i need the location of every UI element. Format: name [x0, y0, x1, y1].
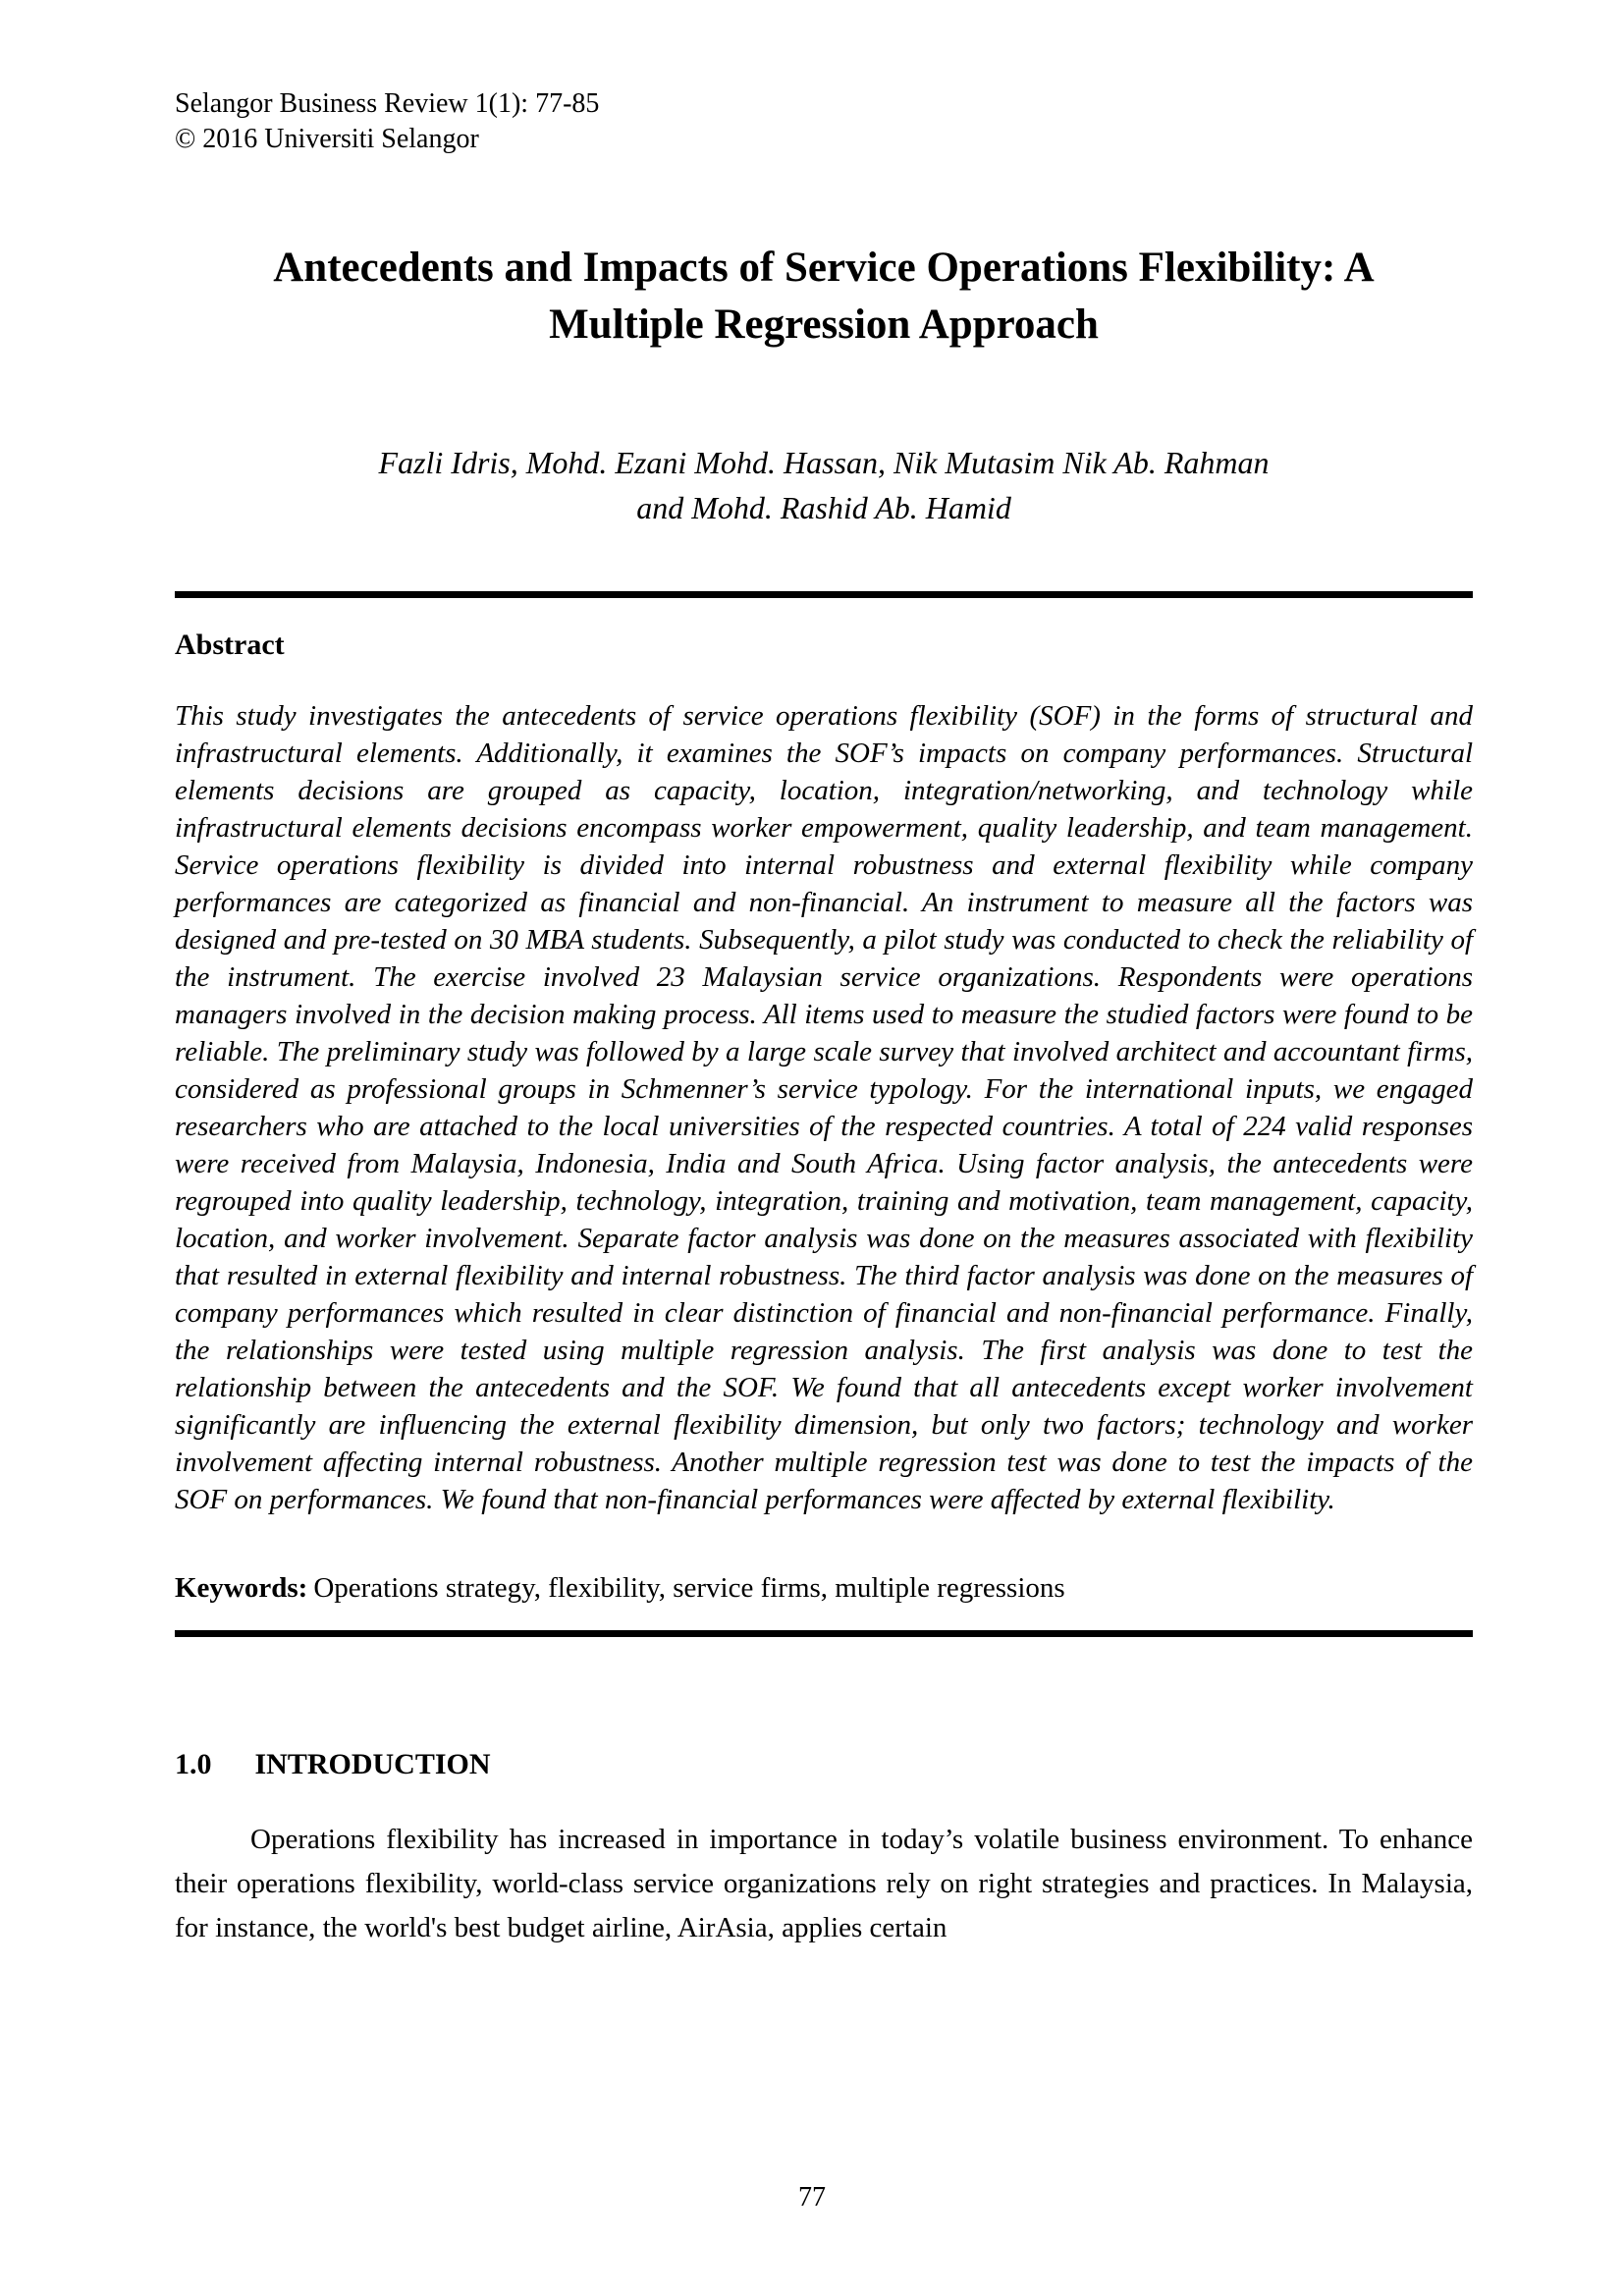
section-title: INTRODUCTION [254, 1748, 491, 1780]
divider-rule-bottom [175, 1630, 1473, 1637]
paper-title-line-1: Antecedents and Impacts of Service Operations Flexibility: A [273, 245, 1375, 291]
divider-rule-top [175, 591, 1473, 598]
section-heading-introduction [175, 1745, 1473, 1784]
abstract-heading: Abstract [175, 629, 285, 661]
author-line-2: and Mohd. Rashid Ab. Hamid [636, 490, 1011, 525]
paper-title-line-2: Multiple Regression Approach [549, 301, 1099, 348]
introduction-paragraph: Operations flexibility has increased in importance in today’s volatile business environment. To enhance their operations flexibility, world-class service organizations rely on right strategies and practices. In Malaysia, for instance, the world's best budget airline, AirAsia, applies certain [175, 1824, 1473, 1943]
copyright-line: © 2016 Universiti Selangor [175, 124, 479, 154]
keywords-text: Operations strategy, flexibility, service firms, multiple regressions [313, 1572, 1065, 1604]
keywords-label: Keywords: [175, 1572, 308, 1604]
page-number: 77 [798, 2182, 826, 2213]
author-line-1: Fazli Idris, Mohd. Ezani Mohd. Hassan, Nik Mutasim Nik Ab. Rahman [378, 445, 1270, 480]
author-list [175, 440, 1473, 530]
journal-citation-line: Selangor Business Review 1(1): 77-85 [175, 88, 600, 119]
paper-title [175, 240, 1473, 354]
section-number: 1.0 [175, 1748, 212, 1780]
keywords-line [175, 1569, 1473, 1607]
journal-header [175, 86, 1473, 157]
abstract-body: This study investigates the antecedents of service operations flexibility (SOF) in the forms of structural and infrastructural elements. Additionally, it examines the SOF’s impacts on company performances. Structural elements decisions are grouped as capacity, location, integration/networking, and technology while infrastructural elements decisions encompass worker empowerment, quality leadership, and team management. Service operations flexibility is divided into internal robustness and external flexibility while company performances are categorized as financial and non-financial. An instrument to measure all the factors was designed and pre-tested on 30 MBA students. Subsequently, a pilot study was conducted to check the reliability of the instrument. The exercise involved 23 Malaysian service organizations. Respondents were operations managers involved in the decision making process. All items used to measure the studied factors were found to be reliable. The preliminary study was followed by a large scale survey that involved architect and accountant firms, considered as professional groups in Schmenner’s service typology. For the international inputs, we engaged researchers who are attached to the local universities of the respected countries. A total of 224 valid responses were received from Malaysia, Indonesia, India and South Africa. Using factor analysis, the antecedents were regrouped into quality leadership, technology, integration, training and motivation, team management, capacity, location, and worker involvement. Separate factor analysis was done on the measures associated with flexibility that resulted in external flexibility and internal robustness. The third factor analysis was done on the measures of company performances which resulted in clear distinction of financial and non-financial performance. Finally, the relationships were tested using multiple regression analysis. The first analysis was done to test the relationship between the antecedents and the SOF. We found that all antecedents except worker involvement significantly are influencing the external flexibility dimension, but only two factors; technology and worker involvement affecting internal robustness. Another multiple regression test was done to test the impacts of the SOF on performances. We found that non-financial performances were affected by external flexibility. [175, 700, 1473, 1515]
page-footer [0, 2180, 1624, 2215]
